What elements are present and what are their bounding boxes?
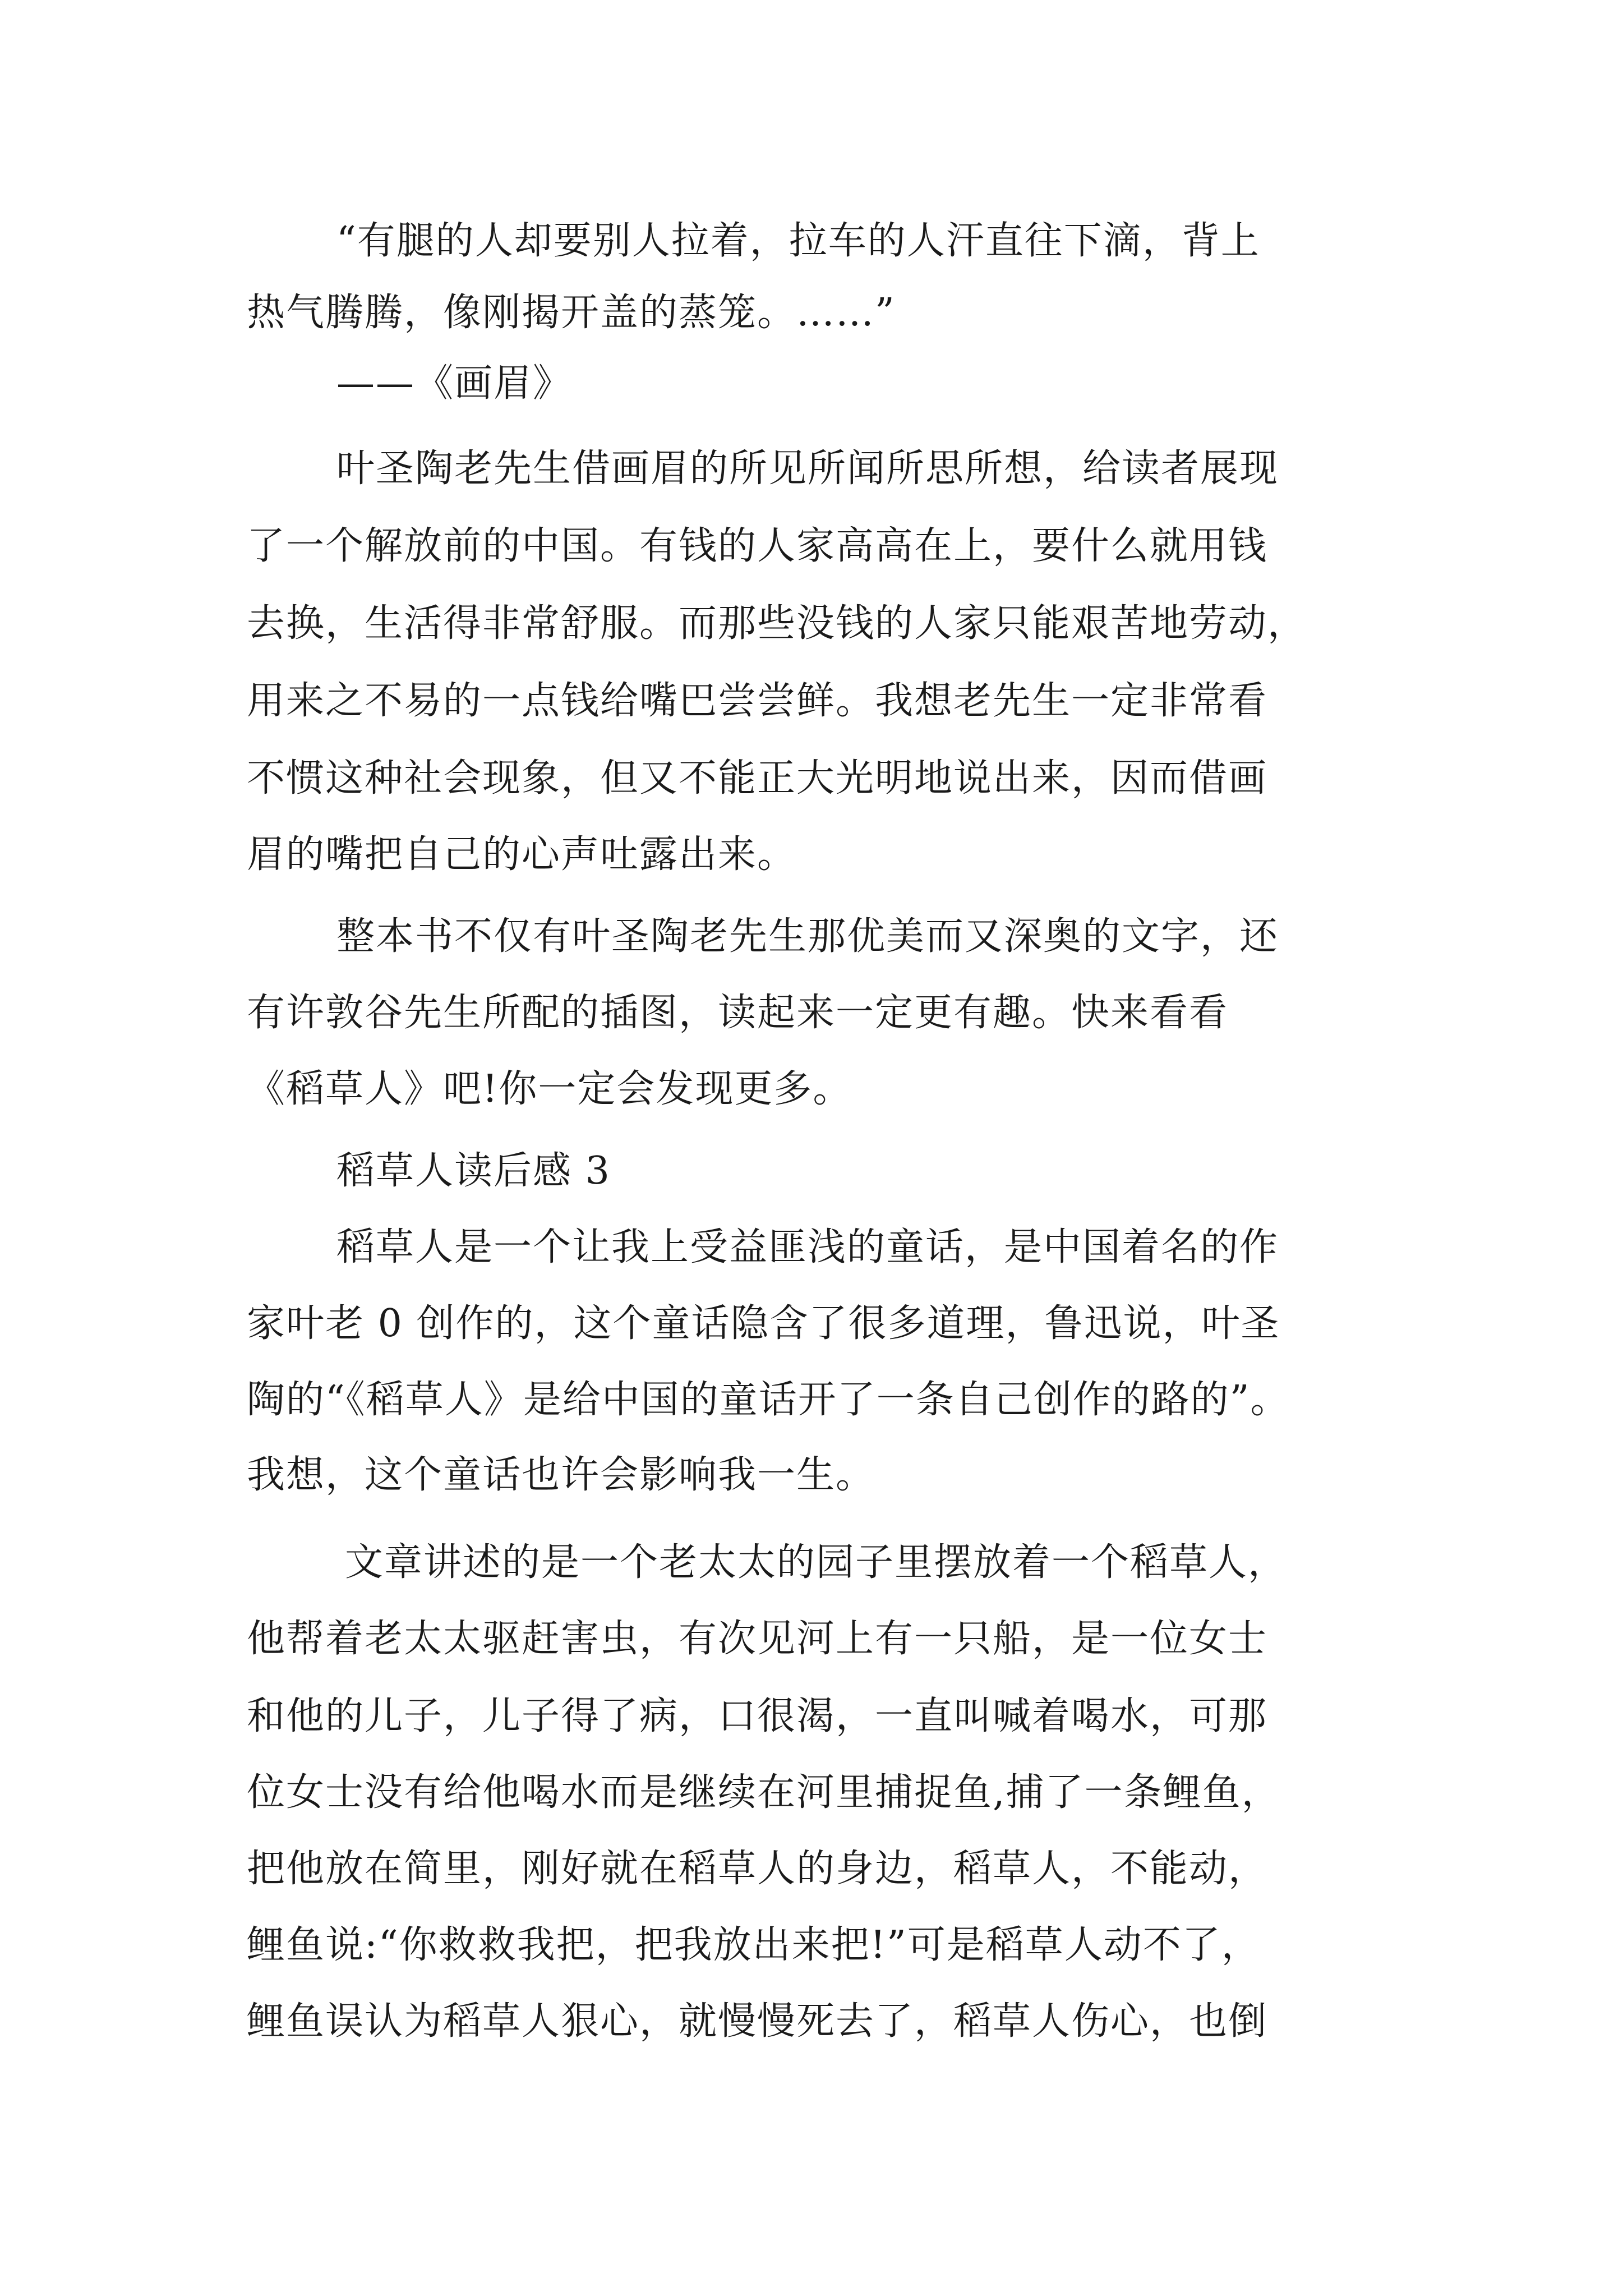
text-line: 他帮着老太太驱赶害虫，有次见河上有一只船，是一位女士 [247, 1617, 1268, 1661]
text-line: 把他放在简里，刚好就在稻草人的身边，稻草人，不能动， [247, 1847, 1268, 1891]
text-line: 稻草人是一个让我上受益匪浅的童话，是中国着名的作 [336, 1225, 1279, 1269]
text-line: 了一个解放前的中国。有钱的人家高高在上，要什么就用钱 [247, 524, 1268, 568]
text-line: 用来之不易的一点钱给嘴巴尝尝鲜。我想老先生一定非常看 [247, 679, 1268, 723]
text-line: 整本书不仅有叶圣陶老先生那优美而又深奥的文字，还 [336, 914, 1279, 959]
text-line: 鲤鱼说:“你救救我把，把我放出来把!”可是稻草人动不了， [247, 1923, 1261, 1967]
text-line: 家叶老 0 创作的，这个童话隐含了很多道理，鲁迅说，叶圣 [247, 1301, 1280, 1346]
text-line: 我想，这个童话也许会影响我一生。 [247, 1453, 875, 1497]
text-line: 《稻草人》吧!你一定会发现更多。 [247, 1067, 852, 1111]
text-line: 叶圣陶老先生借画眉的所见所闻所思所想，给读者展现 [336, 447, 1279, 491]
text-line: 热气腾腾，像刚揭开盖的蒸笼。……” [247, 291, 896, 335]
text-line: 鲤鱼误认为稻草人狠心，就慢慢死去了，稻草人伤心，也倒 [247, 1999, 1268, 2044]
text-line: “有腿的人却要别人拉着，拉车的人汗直往下滴，背上 [336, 219, 1260, 263]
text-line: 位女士没有给他喝水而是继续在河里捕捉鱼,捕了一条鲤鱼， [247, 1770, 1281, 1815]
text-line: 陶的“《稻草人》是给中国的童话开了一条自己创作的路的”。 [247, 1378, 1290, 1422]
text-line: 不惯这种社会现象，但又不能正大光明地说出来，因而借画 [247, 756, 1268, 800]
text-line: 和他的儿子，儿子得了病，口很渴，一直叫喊着喝水，可那 [247, 1694, 1268, 1738]
text-line: 有许敦谷先生所配的插图，读起来一定更有趣。快来看看 [247, 991, 1229, 1035]
section-heading: 稻草人读后感 3 [336, 1149, 611, 1193]
text-line: 文章讲述的是一个老太太的园子里摆放着一个稻草人， [345, 1540, 1288, 1585]
text-line: 眉的嘴把自己的心声吐露出来。 [247, 832, 797, 877]
quote-source: ——《画眉》 [336, 361, 573, 406]
text-line: 去换，生活得非常舒服。而那些没钱的人家只能艰苦地劳动， [247, 601, 1307, 646]
